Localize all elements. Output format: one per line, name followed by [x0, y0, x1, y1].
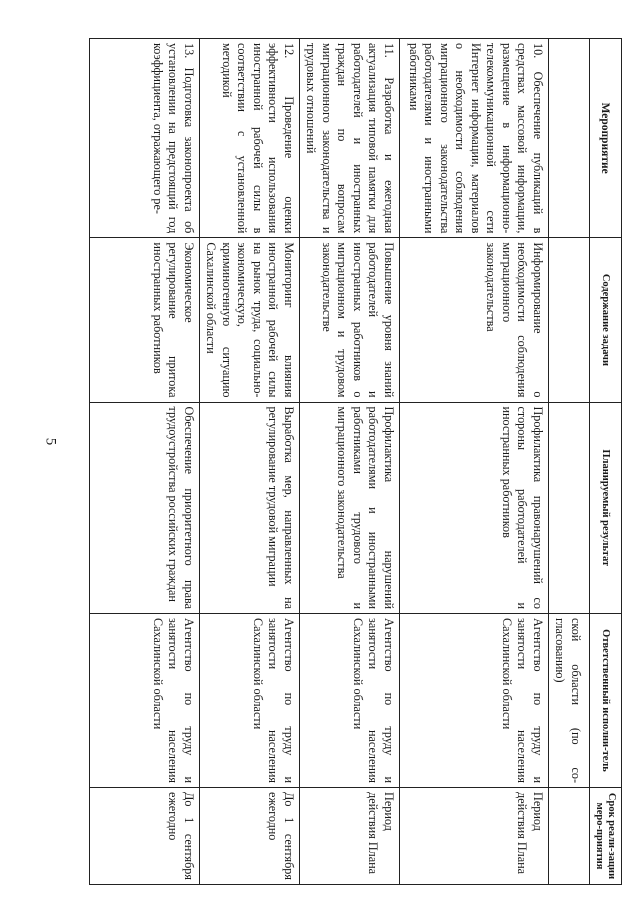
header-row [590, 39, 622, 885]
cell-responsible: ской области (по со-гласованию) [549, 614, 590, 788]
cell-event: 13. Подготовка законопроекта об установлении на предстоящий год коэффициента, отражающего ре- [90, 39, 200, 238]
cell-content: Информирование о необходимости соблюдения миграционного законодательства [400, 238, 549, 402]
cell-event [549, 39, 590, 238]
cell-deadline: Период действия Плана [300, 788, 400, 885]
header-content: Содержание задачи [590, 238, 622, 402]
cell-deadline: До 1 сентября ежегодно [90, 788, 200, 885]
cell-event: 12. Проведение оценки эффективности использования иностранной рабочей силы в соответствии с установленной методикой [200, 39, 300, 238]
cell-responsible: Агентство по труду и занятости населения Сахалинской области [90, 614, 200, 788]
table-row [300, 39, 400, 885]
cell-event: 10. Обеспечение публикаций в средствах массовой информации, размещение в информационно-телекоммуникационной сети Интернет информации, материалов о необходимости соблюдения миграционного законодательства работодателями и иностранными работниками [400, 39, 549, 238]
table-row [90, 39, 200, 885]
cell-result [549, 402, 590, 614]
cell-result: Профилактика нарушений работодателями и иностранными работниками трудового и миграционного законодательства [300, 402, 400, 614]
cell-responsible: Агентство по труду и занятости населения Сахалинской области [200, 614, 300, 788]
cell-deadline: До 1 сентября ежегодно [200, 788, 300, 885]
cell-content: Мониторинг влияния иностранной рабочей силы на рынок труда, социально-экономическую, криминогенную ситуацию Сахалинской области [200, 238, 300, 402]
cell-result: Выработка мер, направленных на регулирование трудовой миграции [200, 402, 300, 614]
page-number: 5 [42, 437, 59, 446]
header-deadline: Срок реали-зации меро-приятия [590, 788, 622, 885]
header-event: Мероприятие [590, 39, 622, 238]
plan-table [89, 38, 622, 885]
cell-responsible: Агентство по труду и занятости населения Сахалинской области [400, 614, 549, 788]
cell-deadline: Период действия Плана [400, 788, 549, 885]
cell-deadline [549, 788, 590, 885]
table-row [200, 39, 300, 885]
cell-content: Экономическое регулирование притока иностранных работников [90, 238, 200, 402]
cell-content: Повышение уровня знаний работодателей и иностранных работников о миграционном и трудовом законодательстве [300, 238, 400, 402]
cell-result: Обеспечение приоритетного права трудоустройства российских граждан [90, 402, 200, 614]
header-responsible: Ответственный исполни-тель [590, 614, 622, 788]
continuation-row [549, 39, 590, 885]
cell-result: Профилактика правонарушений со стороны работодателей и иностранных работников [400, 402, 549, 614]
cell-responsible: Агентство по труду и занятости населения Сахалинской области [300, 614, 400, 788]
cell-event: 11. Разработка и ежегодная актуализация типовой памятки для работодателей и иностранных граждан по вопросам миграционного законодательства и трудовых отношений [300, 39, 400, 238]
header-result: Планируемый результат [590, 402, 622, 614]
table-row [400, 39, 549, 885]
cell-content [549, 238, 590, 402]
